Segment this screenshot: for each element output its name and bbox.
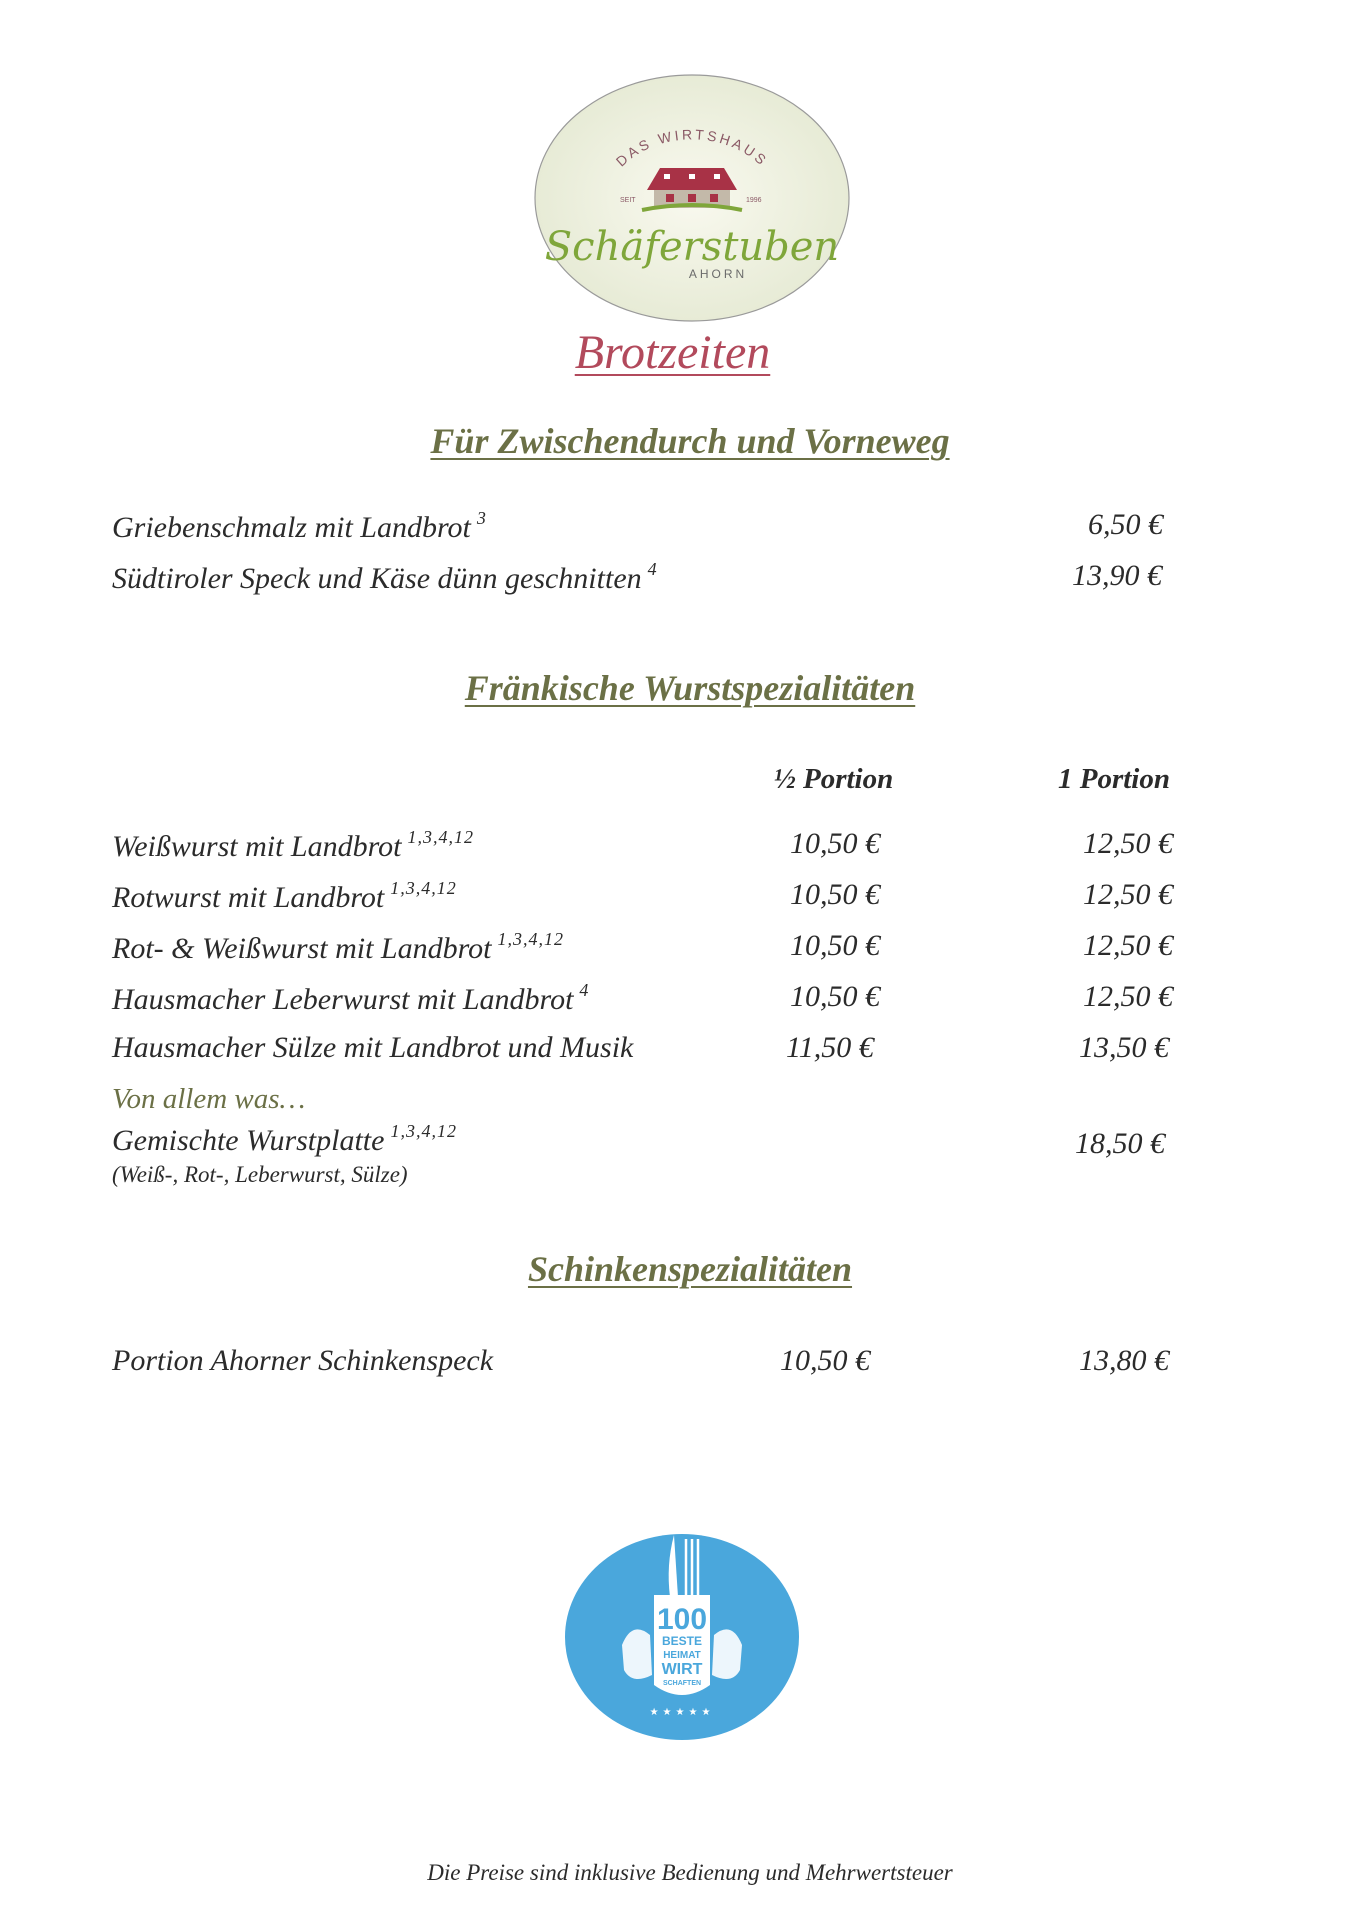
item-price: 13,90 €	[1072, 559, 1162, 592]
platter-intro: Von allem was…	[112, 1083, 306, 1115]
allergen-codes: 3	[476, 508, 487, 528]
item-name: Südtiroler Speck und Käse dünn geschnitten	[112, 562, 642, 595]
price-half: 11,50 €	[786, 1031, 874, 1064]
item-name: Rot- & Weißwurst mit Landbrot	[112, 932, 492, 965]
price-footnote: Die Preise sind inklusive Bedienung und Mehrwertsteuer	[427, 1860, 953, 1885]
price-full: 12,50 €	[1083, 878, 1173, 911]
menu-item	[0, 878, 1345, 922]
badge-line3: WIRT	[661, 1661, 703, 1678]
section-title-text: Für Zwischendurch und Vorneweg	[430, 421, 950, 461]
item-name: Hausmacher Leberwurst mit Landbrot	[112, 983, 574, 1016]
badge-number: 100	[656, 1603, 708, 1636]
badge-line4: SCHAFTEN	[662, 1680, 702, 1687]
page-title	[0, 325, 1345, 380]
price-full: 13,80 €	[1079, 1344, 1169, 1377]
logo-place: AHORN	[688, 267, 748, 281]
allergen-codes: 4	[647, 559, 658, 579]
menu-item	[0, 1344, 1345, 1388]
item-name: Hausmacher Sülze mit Landbrot und Musik	[112, 1031, 634, 1064]
column-header-full-portion: 1 Portion	[1058, 763, 1170, 795]
allergen-codes: 4	[579, 980, 590, 1000]
item-name-wrap	[112, 508, 487, 545]
logo-year: 1996	[746, 197, 762, 204]
item-name: Griebenschmalz mit Landbrot	[112, 511, 471, 544]
price-half: 10,50 €	[790, 980, 880, 1013]
logo-top-text: DAS WIRTSHAUS	[612, 126, 772, 170]
price-full: 13,50 €	[1079, 1031, 1169, 1064]
menu-item	[0, 559, 1345, 603]
item-name-wrap	[112, 1031, 633, 1065]
menu-item	[0, 980, 1345, 1024]
section-title-wurst	[0, 667, 1345, 709]
platter-note: (Weiß-, Rot-, Leberwurst, Sülze)	[112, 1162, 408, 1187]
allergen-codes: 1,3,4,12	[497, 929, 564, 949]
item-name: Rotwurst mit Landbrot	[112, 881, 385, 914]
price-half: 10,50 €	[790, 878, 880, 911]
menu-item	[0, 827, 1345, 871]
menu-item-platter	[0, 1121, 1345, 1165]
badge-line1: BESTE	[661, 1634, 703, 1648]
price-full: 12,50 €	[1083, 827, 1173, 860]
section-title-zwischendurch	[0, 420, 1345, 462]
item-price: 6,50 €	[1088, 508, 1163, 541]
item-name: Gemischte Wurstplatte	[112, 1124, 385, 1157]
award-badge	[562, 1525, 802, 1745]
item-name-wrap	[112, 1121, 457, 1158]
item-name-wrap	[112, 980, 589, 1017]
section-title-text: Schinkenspezialitäten	[527, 1249, 853, 1289]
menu-item	[0, 508, 1345, 552]
lion-right-icon	[712, 1629, 742, 1679]
menu-item	[0, 1031, 1345, 1075]
section-title-schinken	[0, 1248, 1345, 1290]
price-half: 10,50 €	[790, 929, 880, 962]
restaurant-logo	[532, 72, 852, 324]
allergen-codes: 1,3,4,12	[390, 1121, 457, 1141]
price-half: 10,50 €	[780, 1344, 870, 1377]
badge-line2: HEIMAT	[663, 1650, 701, 1661]
logo-emblem	[532, 72, 852, 324]
award-emblem	[562, 1525, 802, 1745]
item-name: Weißwurst mit Landbrot	[112, 830, 402, 863]
item-price: 18,50 €	[1075, 1127, 1165, 1160]
section-title-text: Fränkische Wurstspezialitäten	[464, 668, 916, 708]
stars-icon: ★★★★★	[649, 1707, 715, 1718]
page-title-text: Brotzeiten	[574, 326, 771, 379]
menu-item	[0, 929, 1345, 973]
item-name-wrap	[112, 559, 658, 596]
item-name: Portion Ahorner Schinkenspeck	[112, 1344, 494, 1377]
item-name-wrap	[112, 827, 474, 864]
logo-seit: SEIT	[620, 197, 636, 204]
price-half: 10,50 €	[790, 827, 880, 860]
item-name-wrap	[112, 929, 564, 966]
allergen-codes: 1,3,4,12	[407, 827, 474, 847]
lion-left-icon	[622, 1629, 652, 1679]
price-full: 12,50 €	[1083, 929, 1173, 962]
item-name-wrap	[112, 878, 457, 915]
allergen-codes: 1,3,4,12	[390, 878, 457, 898]
logo-script-name: Schäferstuben	[544, 224, 840, 270]
price-full: 12,50 €	[1083, 980, 1173, 1013]
column-header-half-portion: ½ Portion	[774, 763, 894, 795]
